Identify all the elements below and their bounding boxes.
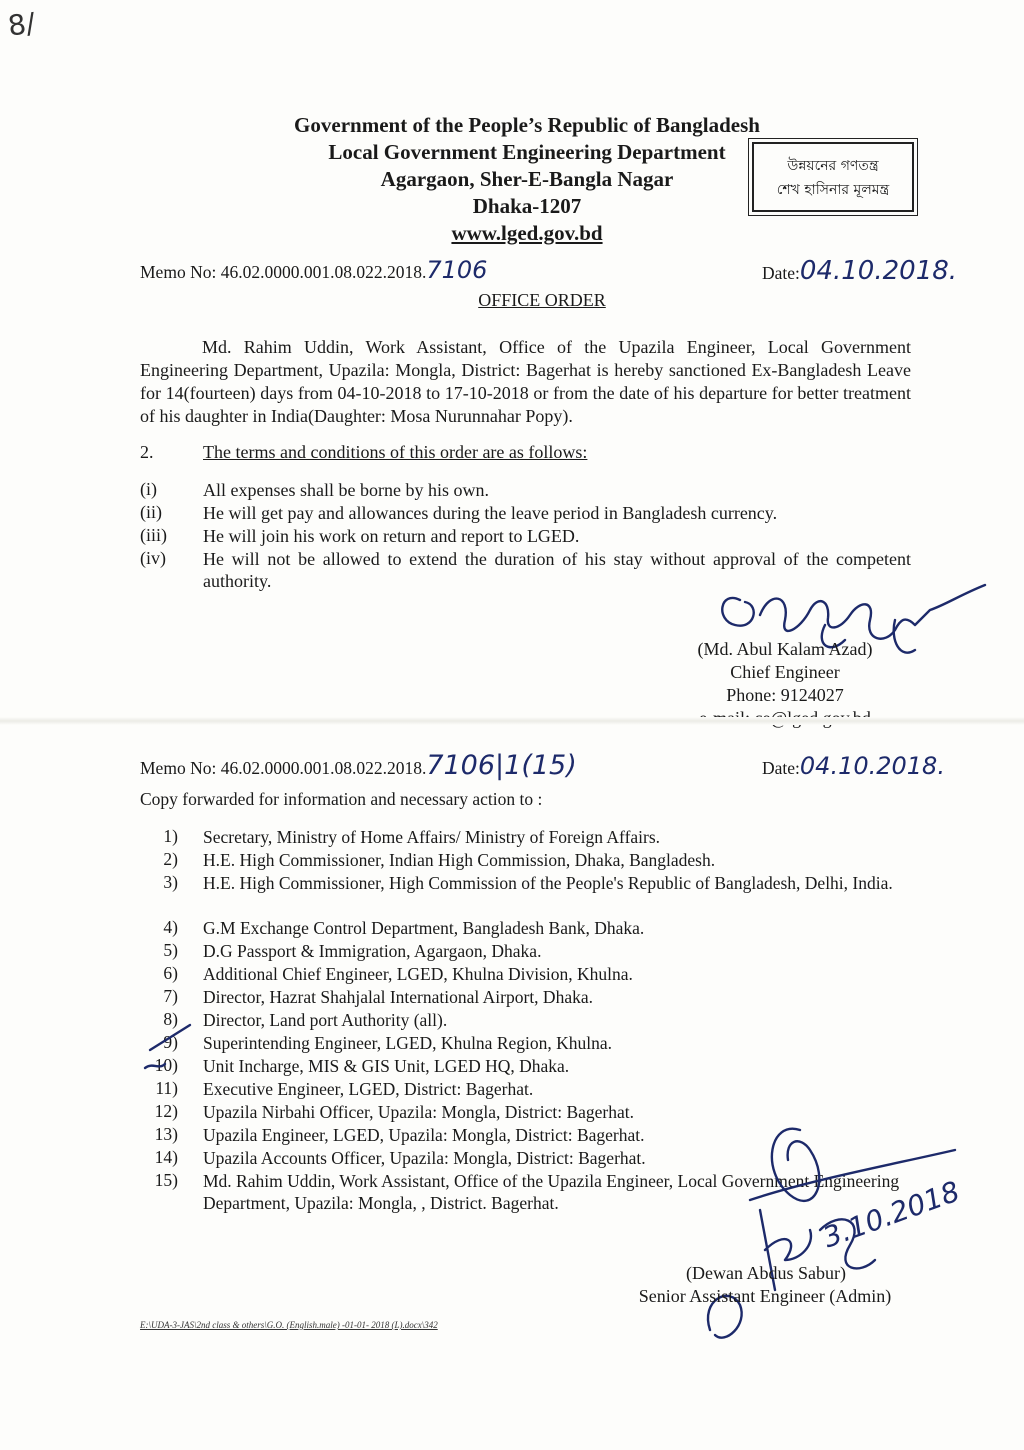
file-path-footer: E:\UDA-3-JAS\2nd class & others\G.O. (English.male) -01-01- 2018 (L).docx\342 [140,1320,438,1330]
term-text: He will not be allowed to extend the duration of his stay without approval of the competent authority. [203,549,911,591]
tick-marks [145,1020,225,1080]
term-text: He will get pay and allowances during the leave period in Bangladesh currency. [203,503,778,523]
recipient-number: 7) [163,986,178,1006]
recipient-text: Secretary, Ministry of Home Affairs/ Ministry of Foreign Affairs. [203,827,661,847]
signatory-2 [610,1262,920,1308]
recipient-text: Upazila Engineer, LGED, Upazila: Mongla, District: Bagerhat. [203,1125,645,1145]
corner-mark: 8/ [5,6,38,43]
slogan-line-1: উন্নয়নের গণতন্ত্র [787,158,879,174]
slogan-line-2: শেখ হাসিনার মূলমন্ত্র [776,182,890,198]
date-handwritten: 04.10.2018. [799,256,958,286]
signatory-name: (Dewan Abdus Sabur) [686,1263,846,1283]
recipient-text: Superintending Engineer, LGED, Khulna Region, Khulna. [203,1033,613,1053]
order-paragraph: Md. Rahim Uddin, Work Assistant, Office of the Upazila Engineer, Local Government Engineering Department, Upazila: Mongla, District: Bagerhat is hereby sanctioned Ex-Bangladesh Leave for 14(fourteen) days from 04-10-2018 to 17-10-2018 or from the date of his departure for better treatment of his daughter in India(Daughter: Mosa Nurunnahar Popy). [140,337,911,426]
term-number: (iii) [140,525,167,545]
term-number: (iv) [140,548,166,568]
term-text: All expenses shall be borne by his own. [203,480,489,500]
recipient-text: Upazila Accounts Officer, Upazila: Mongla, District: Bagerhat. [203,1148,646,1168]
office-order-title: OFFICE ORDER [478,290,606,310]
date-label: Date: [762,263,800,283]
recipient-number: 5) [163,940,178,960]
recipient-text: Additional Chief Engineer, LGED, Khulna Division, Khulna. [203,964,633,984]
recipient-number: 8) [163,1009,178,1029]
header-line-4: Dhaka-1207 [472,194,582,218]
term-text: He will join his work on return and report to LGED. [203,526,580,546]
memo-date-1 [762,256,957,286]
recipient-text: H.E. High Commissioner, Indian High Commission, Dhaka, Bangladesh. [203,850,716,870]
header-line-1: Government of the People’s Republic of Bangladesh [294,113,760,137]
memo-label: Memo No: 46.02.0000.001.08.022.2018. [140,758,427,778]
recipient-number: 15) [154,1170,178,1190]
recipient-number: 9) [163,1032,178,1052]
website-link[interactable]: www.lged.gov.bd [451,221,603,245]
handwritten-date-signature: 3.10.2018 [818,1174,964,1255]
memo-number-2 [140,750,577,781]
recipient-text: Md. Rahim Uddin, Work Assistant, Office of the Upazila Engineer, Local Government Engineering Department, Upazila: Mongla, , District. Bagerhat. [203,1171,900,1213]
term-number: (i) [140,479,157,499]
recipient-text: Unit Incharge, MIS & GIS Unit, LGED HQ, Dhaka. [203,1056,570,1076]
recipient-number: 2) [163,849,178,869]
slogan-box [752,142,914,212]
recipient-number: 10) [154,1055,178,1075]
header-line-2: Local Government Engineering Department [328,140,726,164]
memo-label: Memo No: 46.02.0000.001.08.022.2018. [140,262,427,282]
recipient-number: 12) [154,1101,178,1121]
section-number: 2. [140,442,154,462]
recipient-number: 14) [154,1147,178,1167]
signatory-name: (Md. Abul Kalam Azad) [697,639,873,659]
recipient-number: 4) [163,917,178,937]
signatory-phone: Phone: 9124027 [726,685,844,705]
date-label: Date: [762,758,800,778]
section-heading: The terms and conditions of this order are as follows: [203,442,588,462]
header-line-3: Agargaon, Sher-E-Bangla Nagar [380,167,674,191]
recipient-number: 6) [163,963,178,983]
recipient-text: Director, Land port Authority (all). [203,1010,448,1030]
paper-fold [0,717,1024,725]
signatory-title: Chief Engineer [730,662,840,682]
memo-number-1 [140,256,487,284]
recipient-text: D.G Passport & Immigration, Agargaon, Dhaka. [203,941,542,961]
recipient-text: Upazila Nirbahi Officer, Upazila: Mongla, District: Bagerhat. [203,1102,634,1122]
recipient-number: 1) [163,826,178,846]
memo-handwritten-number: 7106|1(15) [426,750,577,781]
memo-handwritten-number: 7106 [426,256,488,284]
recipient-text: G.M Exchange Control Department, Bangladesh Bank, Dhaka. [203,918,645,938]
recipient-text: Executive Engineer, LGED, District: Bagerhat. [203,1079,534,1099]
recipient-number: 11) [155,1078,178,1098]
recipient-text: H.E. High Commissioner, High Commission of the People's Republic of Bangladesh, Delhi, India. [203,873,893,893]
memo-date-2 [762,752,945,780]
copy-forward-intro: Copy forwarded for information and necessary action to : [140,789,543,809]
recipient-text: Director, Hazrat Shahjalal International Airport, Dhaka. [203,987,593,1007]
recipient-number: 3) [163,872,178,892]
recipient-number: 13) [154,1124,178,1144]
signatory-title: Senior Assistant Engineer (Admin) [638,1286,892,1306]
term-number: (ii) [140,502,162,522]
date-handwritten: 04.10.2018. [799,752,945,780]
